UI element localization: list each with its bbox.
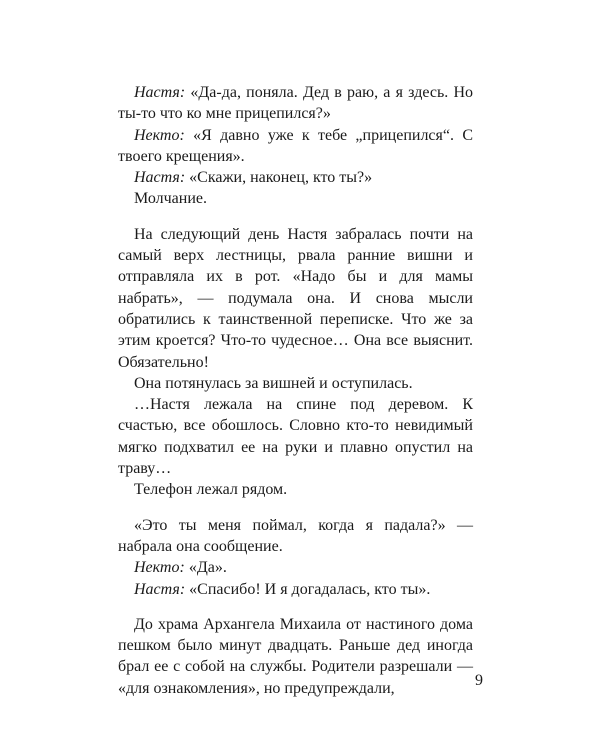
dialogue-line	[118, 579, 473, 600]
dialogue-text: «Да-да, поняла. Дед в раю, а я здесь. Но ты-то что ко мне прицепился?»	[118, 84, 473, 123]
speaker-label: Настя:	[134, 84, 186, 101]
page-number: 9	[475, 672, 483, 689]
dialogue-text: «Да».	[188, 559, 227, 577]
section-gap	[118, 600, 473, 614]
paragraph: На следующий день Настя забралась почти на самый верх лестницы, рвала ранние вишни и отправляла их в рот. «Надо бы и для мамы набрать», — подумала она. И снова мысли обратились к таинственной переписке. Что же за этим кроется? Что-то чудесное… Она все выяснит. Обязательно!	[118, 225, 473, 371]
dialogue-text: «Скажи, наконец, кто ты?»	[189, 169, 373, 187]
section-gap	[118, 210, 473, 224]
paragraph: «Это ты меня поймал, когда я падала?» — набрала она сообщение.	[118, 516, 473, 555]
dialogue-line	[118, 167, 473, 188]
paragraph: Телефон лежал рядом.	[134, 481, 288, 499]
paragraph: Молчание.	[134, 190, 207, 208]
paragraph: …Настя лежала на спине под деревом. К счастью, все обошлось. Словно кто-то невидимый мягко подхватил ее на руки и плавно опустил на траву…	[118, 396, 473, 478]
section-gap	[118, 501, 473, 515]
dialogue-line	[118, 125, 473, 168]
paragraph: До храма Архангела Михаила от настиного дома пешком было минут двадцать. Раньше дед иногда брал ее с собой на службы. Родители разрешали — «для ознакомления», но предупреждали,	[118, 615, 473, 697]
paragraph: Она потянулась за вишней и оступилась.	[134, 374, 413, 392]
dialogue-text: «Я давно уже к тебе „прицепился“. С твоего крещения».	[118, 126, 473, 165]
page-body-text	[118, 82, 473, 699]
speaker-label: Настя:	[134, 580, 186, 598]
dialogue-line	[118, 557, 473, 578]
dialogue-line	[118, 82, 473, 125]
speaker-label: Настя:	[134, 169, 186, 187]
dialogue-text: «Спасибо! И я догадалась, кто ты».	[189, 580, 431, 598]
speaker-label: Некто:	[134, 559, 185, 577]
speaker-label: Некто:	[134, 126, 185, 144]
